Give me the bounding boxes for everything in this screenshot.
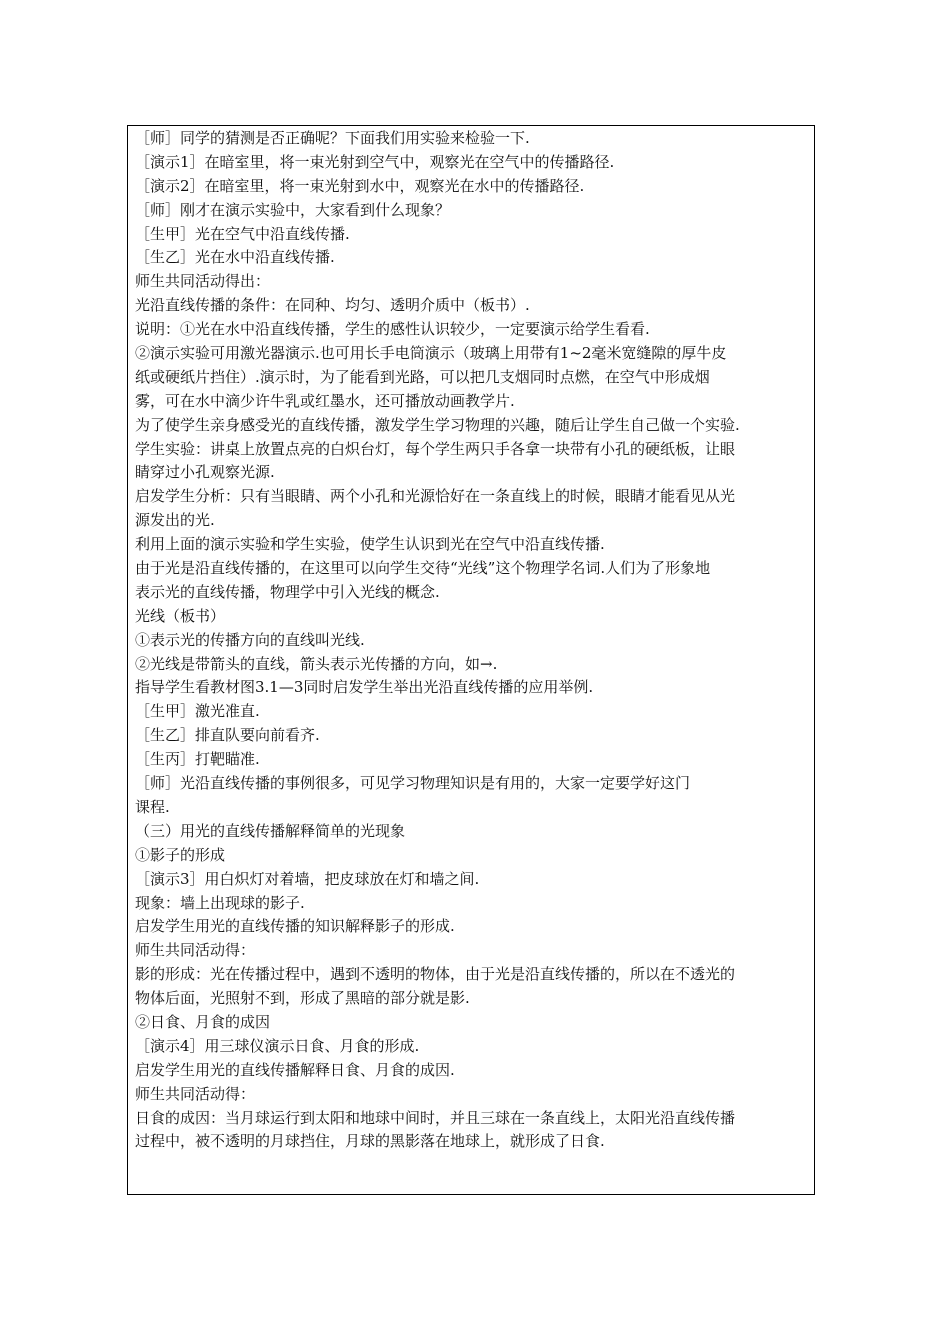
text-line: ［演示2］在暗室里，将一束光射到水中，观察光在水中的传播路径. [135,176,585,195]
text-line: ［生甲］激光准直. [135,702,260,721]
text-line: 光线（板书） [135,606,226,625]
text-line: 日食的成因：当月球运行到太阳和地球中间时，并且三球在一条直线上，太阳光沿直线传播 [135,1108,736,1127]
text-line: 师生共同活动得出： [135,272,271,291]
text-line: 雾，可在水中滴少许牛乳或红墨水，还可播放动画教学片. [135,391,515,410]
text-line: 启发学生用光的直线传播的知识解释影子的形成. [135,917,455,936]
text-line: 由于光是沿直线传播的，在这里可以向学生交待“光线”这个物理学名词.人们为了形象地 [135,559,711,578]
text-line: ［师］光沿直线传播的事例很多，可见学习物理知识是有用的，大家一定要学好这门 [135,774,691,793]
text-line: 师生共同活动得： [135,941,256,960]
text-line: ［生乙］光在水中沿直线传播. [135,248,335,267]
text-line: 睛穿过小孔观察光源. [135,463,275,482]
text-line: 光沿直线传播的条件：在同种、均匀、透明介质中（板书）. [135,296,530,315]
text-line: ①表示光的传播方向的直线叫光线. [135,630,365,649]
text-line: ［生甲］光在空气中沿直线传播. [135,224,350,243]
text-line: 师生共同活动得： [135,1084,256,1103]
text-line: ［演示1］在暗室里，将一束光射到空气中，观察光在空气中的传播路径. [135,152,615,171]
text-line: ［师］同学的猜测是否正确呢？下面我们用实验来检验一下. [135,129,530,147]
text-line: ①影子的形成 [135,845,226,864]
text-line: 过程中，被不透明的月球挡住，月球的黑影落在地球上，就形成了日食. [135,1132,605,1151]
text-line: ［师］刚才在演示实验中，大家看到什么现象？ [135,200,451,219]
text-line: 指导学生看教材图3.1—3同时启发学生举出光沿直线传播的应用举例. [135,678,594,697]
lesson-text [135,127,813,1154]
text-line: 启发学生分析：只有当眼睛、两个小孔和光源恰好在一条直线上的时候，眼睛才能看见从光 [135,487,736,506]
text-line: 现象：墙上出现球的影子. [135,893,305,912]
text-line: 课程. [135,797,170,816]
text-line: ［生乙］排直队要向前看齐. [135,726,320,745]
text-line: 学生实验：讲桌上放置点亮的白炽台灯，每个学生两只手各拿一块带有小孔的硬纸板，让眼 [135,439,736,458]
text-line: （三）用光的直线传播解释简单的光现象 [135,821,406,840]
text-line: ［演示3］用白炽灯对着墙，把皮球放在灯和墙之间. [135,869,480,888]
text-line: ②日食、月食的成因 [135,1012,271,1031]
text-line: ②演示实验可用激光器演示.也可用长手电筒演示（玻璃上用带有1~2毫米宽缝隙的厚牛皮 [135,344,727,363]
text-line: 纸或硬纸片挡住）.演示时，为了能看到光路，可以把几支烟同时点燃，在空气中形成烟 [135,367,710,386]
text-line: 源发出的光. [135,511,215,530]
text-line: ［演示4］用三球仪演示日食、月食的形成. [135,1036,420,1055]
text-line: ②光线是带箭头的直线，箭头表示光传播的方向，如→. [135,654,498,673]
text-line: 为了使学生亲身感受光的直线传播，激发学生学习物理的兴趣，随后让学生自己做一个实验. [135,415,740,434]
text-line: 表示光的直线传播，物理学中引入光线的概念. [135,582,440,601]
text-line: 物体后面，光照射不到，形成了黑暗的部分就是影. [135,989,470,1008]
text-line: 影的形成：光在传播过程中，遇到不透明的物体，由于光是沿直线传播的，所以在不透光的 [135,965,736,984]
text-line: 启发学生用光的直线传播解释日食、月食的成因. [135,1060,455,1079]
text-line: 说明：①光在水中沿直线传播，学生的感性认识较少，一定要演示给学生看看. [135,320,650,339]
text-line: 利用上面的演示实验和学生实验，使学生认识到光在空气中沿直线传播. [135,535,605,554]
text-line: ［生丙］打靶瞄准. [135,750,260,769]
